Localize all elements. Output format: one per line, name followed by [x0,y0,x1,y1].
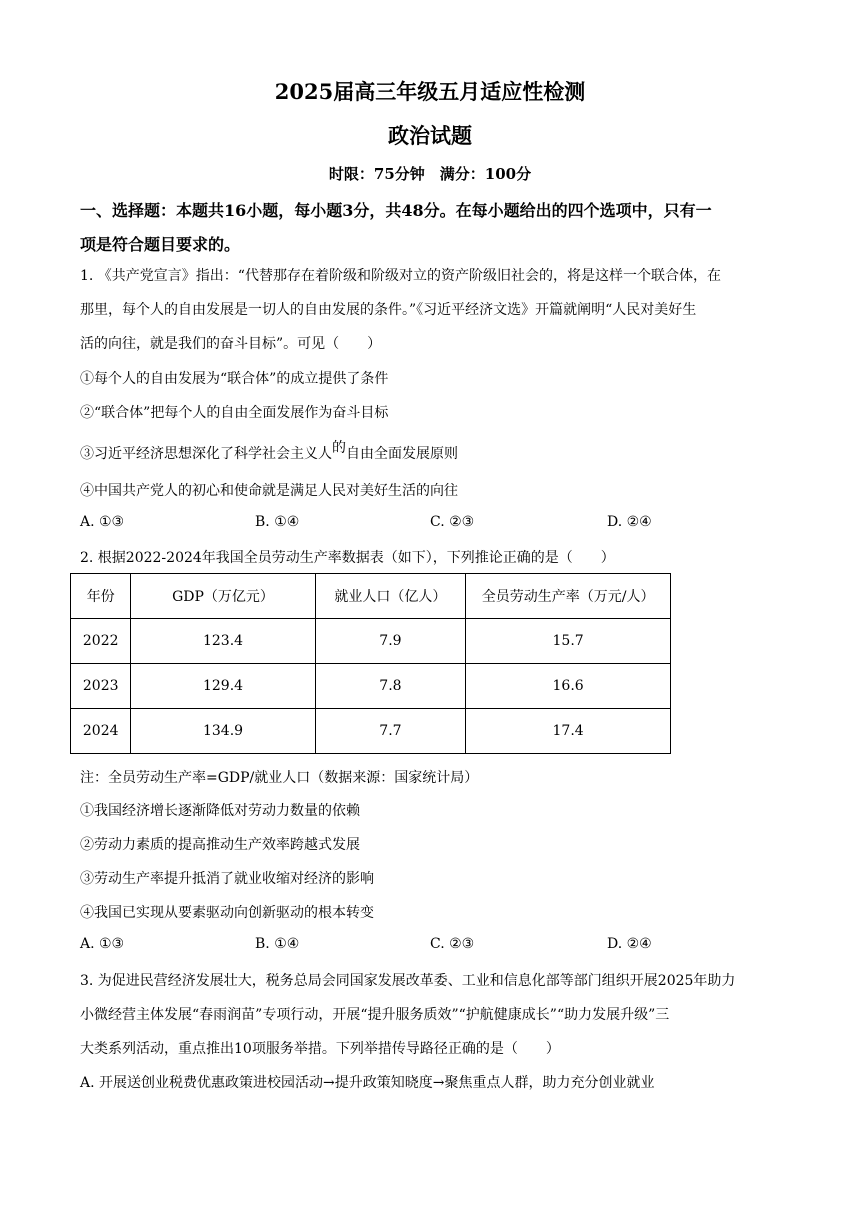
table-cell: 134.9 [131,709,315,754]
section-heading [80,194,790,262]
q2-statement-3: ③劳动生产率提升抵消了就业收缩对经济的影响 [80,871,374,887]
q1-options [80,514,790,534]
exam-subtitle: 政治试题 [388,123,472,148]
table-header-row [71,574,671,619]
q2-statement-1: ①我国经济增长逐渐降低对劳动力数量的依赖 [80,803,360,819]
table-cell: 7.8 [315,664,466,709]
q3-stem-line3: 大类系列活动，重点推出10项服务举措。下列举措传导路径正确的是（ ） [80,1041,560,1057]
q1-stem-line2: 那里，每个人的自由发展是一切人的自由发展的条件。”《习近平经济文选》开篇就阐明“人民对美好生 [80,302,697,318]
exam-title: 2025届高三年级五月适应性检测 [274,79,586,104]
table-cell: 17.4 [466,709,671,754]
q2-statement-2: ②劳动力素质的提高推动生产效率跨越式发展 [80,837,360,853]
q2-option-a[interactable]: A. ①③ [80,936,125,952]
table-row [71,619,671,664]
q1-option-c[interactable]: C. ②③ [430,514,475,530]
section-heading-line1: 一、选择题：本题共16小题，每小题3分，共48分。在每小题给出的四个选项中，只有一 [80,201,712,220]
exam-meta: 时限：75分钟 满分：100分 [328,165,532,183]
productivity-table [70,573,671,754]
section-heading-line2: 项是符合题目要求的。 [80,235,241,254]
q2-stem: 2. 根据2022-2024年我国全员劳动生产率数据表（如下），下列推论正确的是（ ） [80,550,615,566]
q1-statement-3-part-c: 自由全面发展原则 [346,446,458,462]
q2-table-note: 注：全员劳动生产率=GDP/就业人口（数据来源：国家统计局） [80,770,479,786]
q2-statement-4: ④我国已实现从要素驱动向创新驱动的根本转变 [80,905,374,921]
table-cell: 15.7 [466,619,671,664]
table-cell: 16.6 [466,664,671,709]
q1-statement-3-part-b: 的 [332,440,346,456]
table-header-cell: 就业人口（亿人） [315,574,466,619]
table-row [71,664,671,709]
table-header-cell: GDP（万亿元） [131,574,315,619]
q1-option-a[interactable]: A. ①③ [80,514,125,530]
table-cell: 7.7 [315,709,466,754]
q1-statement-2: ②“联合体”把每个人的自由全面发展作为奋斗目标 [80,405,389,421]
q3-option-a[interactable]: A. 开展送创业税费优惠政策进校园活动→提升政策知晓度→聚焦重点人群，助力充分创业就业 [80,1075,655,1091]
table-row [71,709,671,754]
table-cell: 2022 [71,619,131,664]
table-cell: 123.4 [131,619,315,664]
table-cell: 129.4 [131,664,315,709]
q1-statement-3-part-a: ③习近平经济思想深化了科学社会主义人 [80,446,332,462]
q2-option-d[interactable]: D. ②④ [607,936,652,952]
q3-stem-line1: 3. 为促进民营经济发展壮大，税务总局会同国家发展改革委、工业和信息化部等部门组织开展2025年助力 [80,973,736,989]
table-header-cell: 年份 [71,574,131,619]
table-cell: 7.9 [315,619,466,664]
table-cell: 2024 [71,709,131,754]
q3-stem-line2: 小微经营主体发展“春雨润苗”专项行动，开展“提升服务质效”“护航健康成长”“助力发展升级”三 [80,1007,670,1023]
q1-statement-4: ④中国共产党人的初心和使命就是满足人民对美好生活的向往 [80,483,458,499]
table-header-cell: 全员劳动生产率（万元/人） [466,574,671,619]
q2-option-b[interactable]: B. ①④ [255,936,300,952]
table-cell: 2023 [71,664,131,709]
q2-option-c[interactable]: C. ②③ [430,936,475,952]
q1-statement-3 [80,440,790,463]
q1-option-b[interactable]: B. ①④ [255,514,300,530]
q1-stem-line3: 活的向往，就是我们的奋斗目标”。可见（ ） [80,336,382,352]
q1-stem-line1: 1. 《共产党宣言》指出：“代替那存在着阶级和阶级对立的资产阶级旧社会的，将是这样一个联合体，在 [80,268,721,284]
q1-statement-1: ①每个人的自由发展为“联合体”的成立提供了条件 [80,371,389,387]
q2-options [80,936,790,956]
q1-option-d[interactable]: D. ②④ [607,514,652,530]
